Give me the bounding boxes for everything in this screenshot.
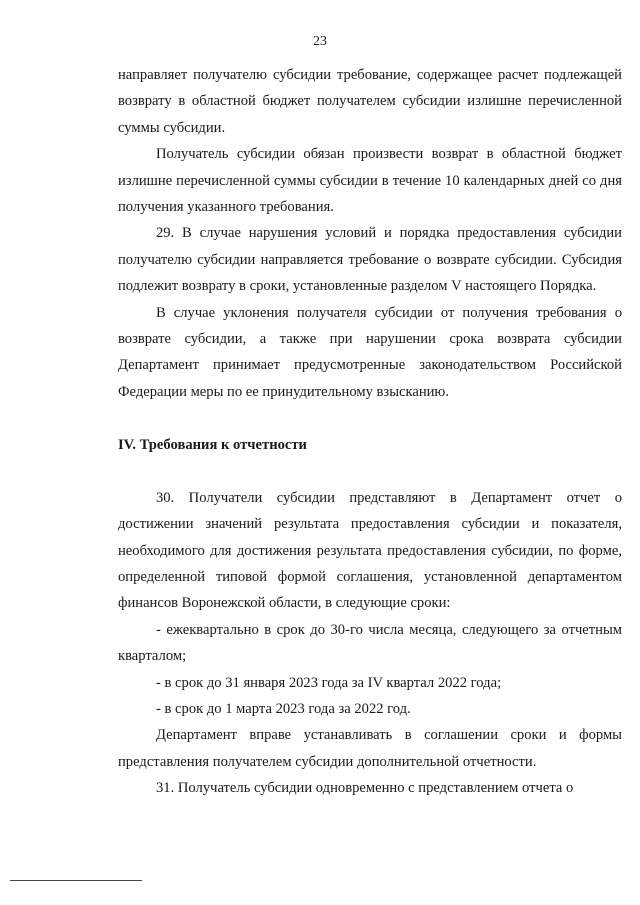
paragraph-clause-29: 29. В случае нарушения условий и порядка предоставления субсидии получателю субсидии направляется требование о возврате субсидии. Субсидия подлежит возврату в сроки, установленные разделом V настоящего Порядка.: [118, 225, 622, 295]
paragraph-refund-obligation: Получатель субсидии обязан произвести возврат в областной бюджет излишне перечисленной суммы субсидии в течение 10 календарных дней со дня получения указанного требования.: [118, 146, 622, 216]
list-item-march: - в срок до 1 марта 2023 года за 2022 год.: [156, 700, 411, 717]
page-number: 23: [313, 34, 327, 49]
section-heading: IV. Требования к отчетности: [118, 437, 307, 454]
list-item-january: - в срок до 31 января 2023 года за IV квартал 2022 года;: [156, 674, 502, 691]
footer-divider: [10, 880, 142, 881]
paragraph-continuation: направляет получателю субсидии требование, содержащее расчет подлежащей возврату в областной бюджет получателем субсидии излишне перечисленной суммы субсидии.: [118, 67, 622, 136]
document-body: [118, 62, 622, 802]
paragraph-clause-31: 31. Получатель субсидии одновременно с представлением отчета о: [156, 780, 574, 797]
paragraph-additional-reporting: Департамент вправе устанавливать в соглашении сроки и формы представления получателем субсидии дополнительной отчетности.: [118, 727, 622, 770]
paragraph-clause-30: 30. Получатели субсидии представляют в Департамент отчет о достижении значений результата предоставления субсидии и показателя, необходимого для достижения результата предоставления субсидии, по форме, определенной типовой формой соглашения, установленной департаментом финансов Воронежской области, в следующие сроки:: [118, 489, 622, 612]
list-item-quarterly: - ежеквартально в срок до 30-го числа месяца, следующего за отчетным кварталом;: [118, 621, 622, 665]
paragraph-evasion: В случае уклонения получателя субсидии от получения требования о возврате субсидии, а также при нарушении срока возврата субсидии Департамент принимает предусмотренные законодательством Российской Федерации меры по ее принудительному взысканию.: [118, 304, 622, 400]
